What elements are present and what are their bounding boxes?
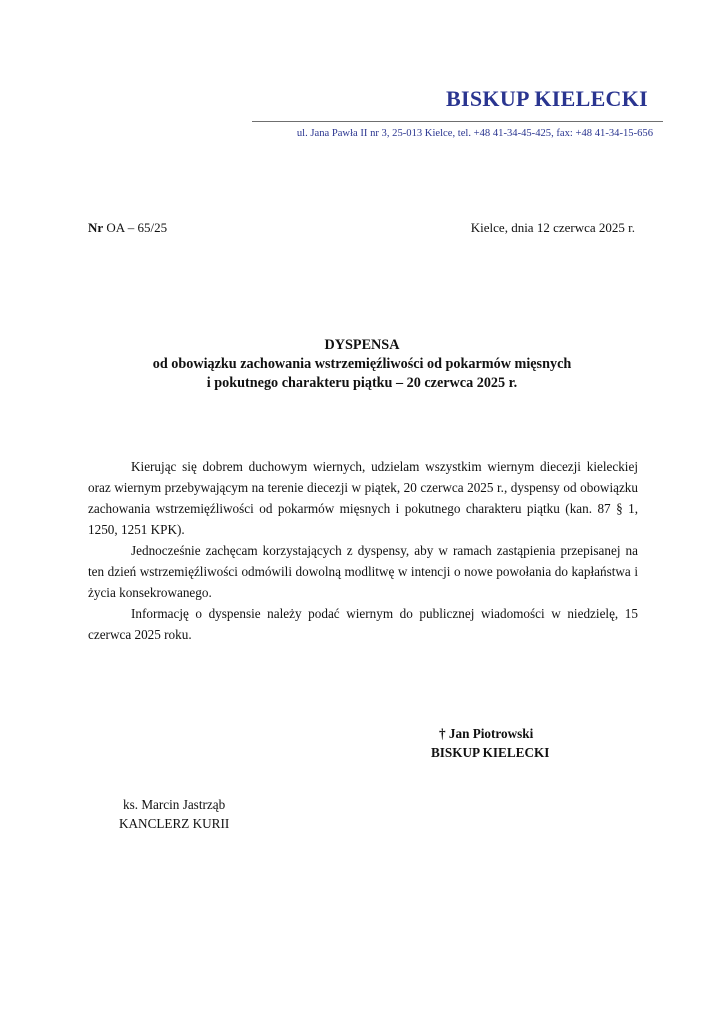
document-heading — [0, 336, 724, 393]
document-number-label: Nr — [88, 220, 104, 235]
body-paragraph-2: Jednocześnie zachęcam korzystających z dyspensy, aby w ramach zastąpienia przepisanej na ten dzień wstrzemięźliwości odmówili dowolną modlitwę w intencji o nowe powołania do kapłaństwa i życia konsekrowanego. — [88, 543, 638, 600]
letterhead-title: BISKUP KIELECKI — [446, 86, 648, 111]
heading-title: DYSPENSA — [324, 337, 400, 353]
body-paragraph-3: Informację o dyspensie należy podać wiernym do publicznej wiadomości w niedzielę, 15 czerwca 2025 roku. — [88, 606, 638, 642]
letterhead-address: ul. Jana Pawła II nr 3, 25-013 Kielce, tel. +48 41-34-45-425, fax: +48 41-34-15-656 — [296, 128, 653, 139]
bishop-title: BISKUP KIELECKI — [431, 745, 550, 760]
document-date: Kielce, dnia 12 czerwca 2025 r. — [470, 220, 635, 235]
document-number-value: OA – 65/25 — [106, 220, 168, 235]
document-number — [88, 220, 167, 236]
chancellor-signature — [119, 795, 229, 833]
chancellor-name: ks. Marcin Jastrząb — [123, 797, 226, 812]
heading-line-1: od obowiązku zachowania wstrzemięźliwości od pokarmów mięsnych — [152, 356, 572, 372]
body-paragraph-1: Kierując się dobrem duchowym wiernych, udzielam wszystkim wiernym diecezji kieleckiej oraz wiernym przebywającym na terenie diecezji w piątek, 20 czerwca 2025 r., dyspensy od obowiązku zachowania wstrzemięźliwości od pokarmów mięsnych i pokutnego charakteru piątku (kan. 87 § 1, 1250, 1251 KPK). — [88, 459, 638, 537]
chancellor-title: KANCLERZ KURII — [119, 816, 230, 831]
heading-line-2: i pokutnego charakteru piątku – 20 czerwca 2025 r. — [206, 375, 518, 391]
letterhead-divider — [252, 121, 663, 122]
bishop-name: † Jan Piotrowski — [439, 726, 534, 741]
document-body — [88, 456, 638, 645]
bishop-signature — [431, 724, 549, 762]
